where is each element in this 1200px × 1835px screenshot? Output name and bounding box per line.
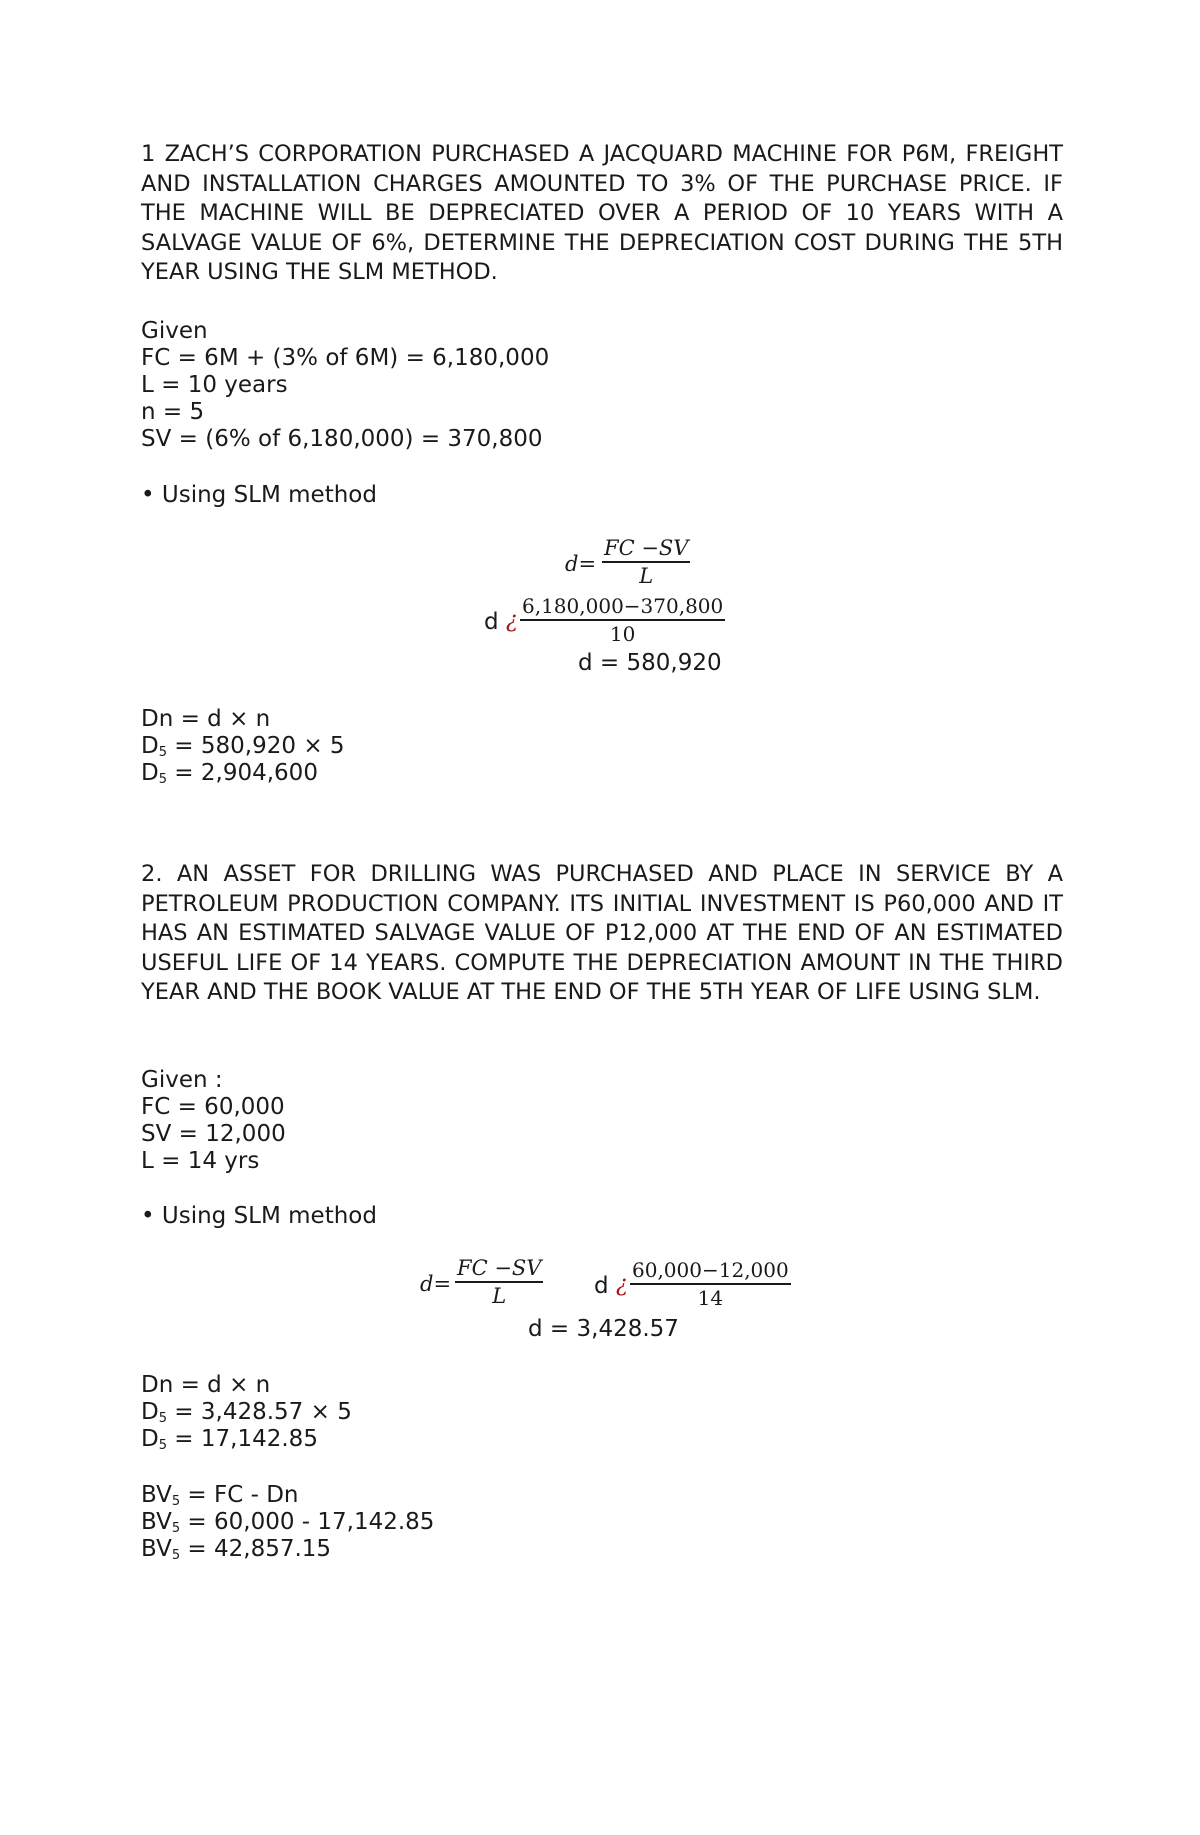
- p2-method: • Using SLM method: [141, 1203, 377, 1229]
- problem-2-question: 2. AN ASSET FOR DRILLING WAS PURCHASED AND PLACE IN SERVICE BY A PETROLEUM PRODUCTION COMPANY. ITS INITIAL INVESTMENT IS P60,000 AND IT HAS AN ESTIMATED SALVAGE VALUE OF P12,000 AT THE END OF AN ESTIMATED USEFUL LIFE OF 14 YEARS. COMPUTE THE DEPRECIATION AMOUNT IN THE THIRD YEAR AND THE BOOK VALUE AT THE END OF THE 5TH YEAR OF LIFE USING SLM.: [141, 861, 1063, 1006]
- d5-subscript: 5: [158, 772, 167, 787]
- p1-d5-result: [141, 759, 318, 794]
- p2-d5-result: [141, 1425, 318, 1460]
- p2-sub-fraction: [630, 1257, 791, 1311]
- p1-dn-formula: Dn = d × n: [141, 706, 271, 732]
- p1-method: • Using SLM method: [141, 482, 377, 508]
- p1-given-l: L = 10 years: [141, 372, 288, 398]
- bv-label: BV: [141, 1509, 172, 1535]
- p1-given-label: Given: [141, 318, 208, 344]
- p1-formula-fraction: [602, 535, 690, 589]
- d5-label: D: [141, 760, 159, 786]
- p2-given-sv: SV = 12,000: [141, 1121, 286, 1147]
- p1-formula-denominator: L: [639, 564, 654, 588]
- p2-formula-numerator: FC −SV: [457, 1256, 542, 1280]
- p1-formula-numerator: FC −SV: [604, 536, 689, 560]
- p2-sub-error-glyph: ¿: [616, 1272, 628, 1297]
- p1-formula-lhs: d=: [565, 552, 597, 576]
- p2-formula-denominator: L: [492, 1284, 507, 1308]
- p1-sub-fraction: [520, 593, 725, 647]
- p1-d-result: d = 580,920: [578, 650, 722, 676]
- d5-calc-text: = 580,920 × 5: [167, 733, 345, 759]
- bv-subscript: 5: [171, 1548, 181, 1563]
- p1-sub-lhs: d: [484, 609, 499, 635]
- p2-sub-denominator: 14: [697, 1286, 724, 1310]
- p2-given-l: L = 14 yrs: [141, 1148, 260, 1174]
- problem-1-question: 1 ZACH’S CORPORATION PURCHASED A JACQUARD MACHINE FOR P6M, FREIGHT AND INSTALLATION CHARGES AMOUNTED TO 3% OF THE PURCHASE PRICE. IF THE MACHINE WILL BE DEPRECIATED OVER A PERIOD OF 10 YEARS WITH A SALVAGE VALUE OF 6%, DETERMINE THE DEPRECIATION COST DURING THE 5TH YEAR USING THE SLM METHOD.: [141, 141, 1063, 286]
- d5-subscript: 5: [158, 1411, 167, 1426]
- d5-result-text: = 2,904,600: [167, 760, 318, 786]
- p2-formula-fraction: [455, 1255, 543, 1309]
- d5-label: D: [141, 1426, 159, 1452]
- p2-dn-formula: Dn = d × n: [141, 1372, 271, 1398]
- p1-given-n: n = 5: [141, 399, 205, 425]
- d5-calc-text: = 3,428.57 × 5: [167, 1399, 352, 1425]
- p1-given-fc: FC = 6M + (3% of 6M) = 6,180,000: [141, 345, 550, 371]
- p2-given-label: Given :: [141, 1067, 223, 1093]
- p2-d-result: d = 3,428.57: [528, 1316, 679, 1342]
- bv-formula-text: = FC - Dn: [180, 1482, 299, 1508]
- d5-subscript: 5: [158, 1438, 167, 1453]
- p1-sub-error-glyph: ¿: [506, 608, 518, 633]
- d5-subscript: 5: [158, 745, 167, 760]
- bv-subscript: 5: [171, 1521, 181, 1536]
- d5-label: D: [141, 1399, 159, 1425]
- bv-label: BV: [141, 1536, 172, 1562]
- bv-result-text: = 42,857.15: [180, 1536, 332, 1562]
- p2-bv-result: [141, 1535, 331, 1570]
- d5-result-text: = 17,142.85: [167, 1426, 318, 1452]
- p1-sub-numerator: 6,180,000−370,800: [522, 594, 724, 618]
- bv-calc-text: = 60,000 - 17,142.85: [180, 1509, 435, 1535]
- d5-label: D: [141, 733, 159, 759]
- p2-sub-lhs: d: [594, 1273, 609, 1299]
- p2-given-fc: FC = 60,000: [141, 1094, 285, 1120]
- p2-sub-numerator: 60,000−12,000: [632, 1258, 789, 1282]
- p1-given-sv: SV = (6% of 6,180,000) = 370,800: [141, 426, 543, 452]
- bv-label: BV: [141, 1482, 172, 1508]
- p1-sub-denominator: 10: [609, 622, 636, 646]
- p2-formula-lhs: d=: [420, 1272, 452, 1296]
- bv-subscript: 5: [171, 1494, 181, 1509]
